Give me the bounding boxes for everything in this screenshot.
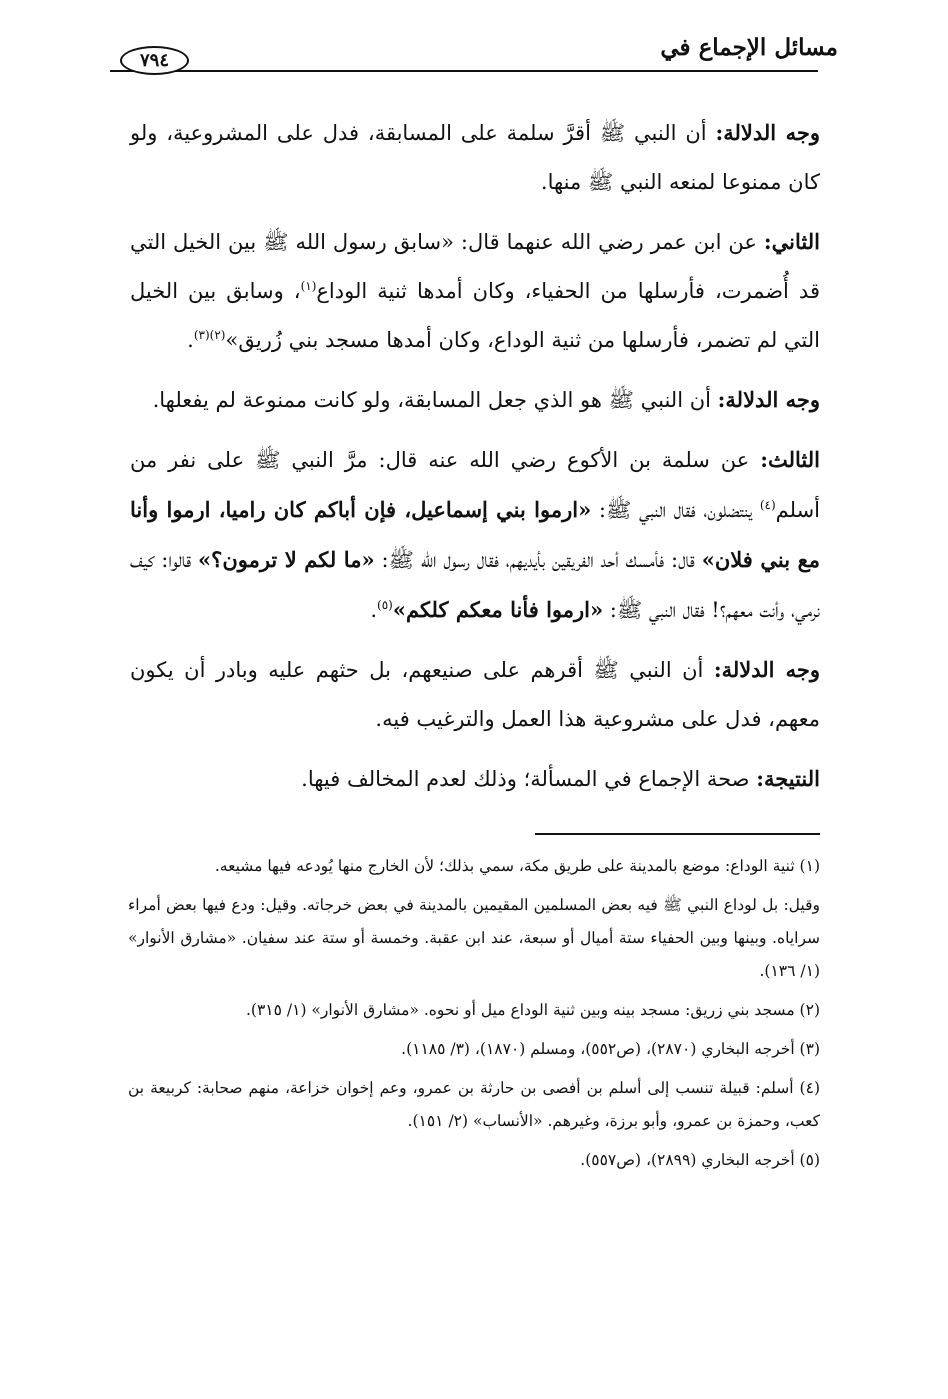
paragraph-evidence-1 <box>130 108 820 207</box>
paragraph-text: ، وسابق بين الخيل التي لم تضمر، فأرسلها من ثنية الوداع، وكان أمدها مسجد بني زُريق» <box>130 279 820 352</box>
footnote-2: (٢) مسجد بني زريق: مسجد بينه وبين ثنية الوداع ميل أو نحوه. «مشارق الأنوار» (١/ ٣١٥). <box>245 1001 820 1019</box>
paragraph-text: . <box>187 328 194 352</box>
paragraph-third-hadith <box>130 435 820 635</box>
paragraph-label: وجه الدلالة: <box>717 387 820 412</box>
paragraph-text: عن سلمة بن الأكوع رضي الله عنه قال: مرَّ النبي ﷺ على نفر من أسلم <box>130 448 820 522</box>
header-rule <box>110 70 818 72</box>
footnote-3: (٣) أخرجه البخاري (٢٨٧٠)، (ص٥٥٢)، ومسلم (١٨٧٠)، (٣/ ١١٨٥). <box>401 1040 820 1058</box>
hadith-quote: «ارموا فأنا معكم كلكم» <box>392 597 604 622</box>
paragraph-label: الثاني: <box>763 229 820 254</box>
running-header-title: مسائل الإجماع في <box>660 34 838 61</box>
footnote-ref[interactable]: (٢)(٣) <box>193 328 226 342</box>
paragraph-evidence-2 <box>130 375 820 425</box>
hadith-quote: «ما لكم لا ترمون؟» <box>198 547 375 572</box>
paragraph-text: . <box>370 598 378 622</box>
paragraph-text: قالوا: كيف نرمي، وأنت معهم؟! فقال النبي ﷺ: <box>130 548 820 622</box>
paragraph-label: النتيجة: <box>756 766 820 791</box>
footnote-1-continued: وقيل: بل لوداع النبي ﷺ فيه بعض المسلمين المقيمين بالمدينة في بعض خرجاته. وقيل: ودع فيها بعض أمراء سراياه. وبينها وبين الحفياء ستة أميال أو سبعة، عند ابن عقبة. وخمسة أو ستة عند سفيان. «مشارق الأنوار» (١/ ١٣٦). <box>128 896 820 980</box>
paragraph-text: قال: فأمسك أحد الفريقين بأيديهم، فقال رسول الله ﷺ: <box>374 548 702 572</box>
footnote-separator <box>535 833 820 835</box>
footnote-5: (٥) أخرجه البخاري (٢٨٩٩)، (ص٥٥٧). <box>580 1151 820 1169</box>
footnote-ref[interactable]: (٤) <box>759 498 776 512</box>
paragraph-evidence-3 <box>130 645 820 744</box>
hadith-quote: «ارموا بني إسماعيل، فإن أباكم كان راميا، ارموا وأنا مع بني فلان» <box>130 497 821 572</box>
page-number: ٧٩٤ <box>120 46 189 75</box>
paragraph-text: صحة الإجماع في المسألة؛ وذلك لعدم المخالف فيها. <box>301 767 757 791</box>
main-text <box>130 108 820 814</box>
paragraph-label: الثالث: <box>760 447 820 472</box>
paragraph-text: عن ابن عمر رضي الله عنهما قال: «سابق رسول الله ﷺ بين الخيل التي قد أُضمرت، فأرسلها من الحفياء، وكان أمدها ثنية الوداع <box>130 230 820 303</box>
paragraph-text: أن النبي ﷺ هو الذي جعل المسابقة، ولو كانت ممنوعة لم يفعلها. <box>152 388 718 412</box>
footnote-ref[interactable]: (١) <box>300 279 317 293</box>
paragraph-text: أن النبي ﷺ أقرهم على صنيعهم، بل حثهم عليه وبادر أن يكون معهم، فدل على مشروعية هذا العمل والترغيب فيه. <box>130 658 820 731</box>
paragraph-conclusion <box>130 754 820 804</box>
footnotes <box>128 850 820 1183</box>
footnote-4: (٤) أسلم: قبيلة تنسب إلى أسلم بن أفصى بن حارثة بن عمرو، وعم إخوان خزاعة، منهم صحابة: كربيعة بن كعب، وحمزة بن عمرو، وأبو برزة، وغيرهم. «الأنساب» (٢/ ١٥١). <box>128 1079 820 1130</box>
footnote-ref[interactable]: (٥) <box>377 598 393 612</box>
paragraph-second-hadith <box>130 217 820 365</box>
paragraph-label: وجه الدلالة: <box>713 657 820 682</box>
paragraph-text: أن النبي ﷺ أقرَّ سلمة على المسابقة، فدل على المشروعية، ولو كان ممنوعا لمنعه النبي ﷺ منها. <box>130 121 820 194</box>
footnote-1: (١) ثنية الوداع: موضع بالمدينة على طريق مكة، سمي بذلك؛ لأن الخارج منها يُودعه فيها مشيعه. <box>214 857 820 875</box>
paragraph-label: وجه الدلالة: <box>715 120 820 145</box>
paragraph-text: ينتضلون، فقال النبي ﷺ: <box>591 498 760 522</box>
